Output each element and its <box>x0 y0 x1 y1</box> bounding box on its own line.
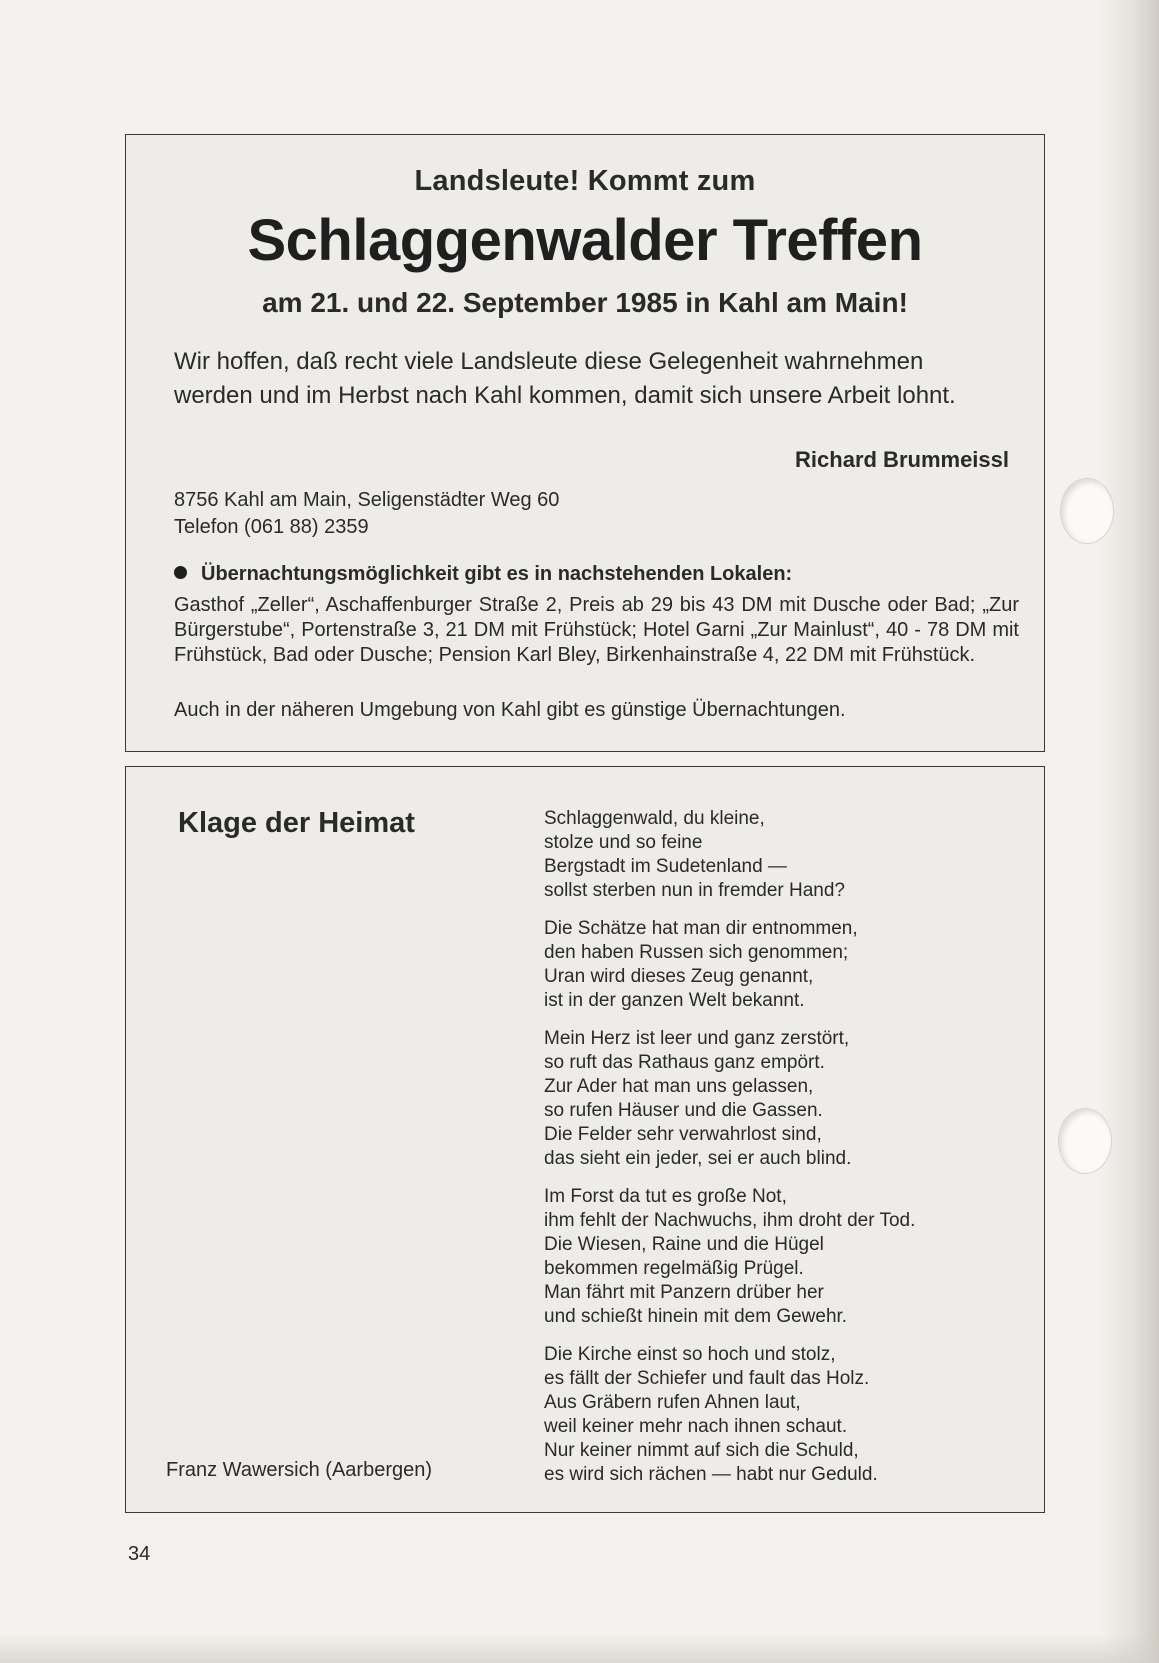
lodging-heading-text: Übernachtungsmöglichkeit gibt es in nachstehenden Lokalen: <box>201 563 793 585</box>
poem-stanza <box>544 807 1014 903</box>
poem-line: Mein Herz ist leer und ganz zerstört, <box>544 1028 850 1049</box>
poem-line: Die Schätze hat man dir entnommen, <box>544 918 858 939</box>
poem-line: Zur Ader hat man uns gelassen, <box>544 1076 814 1097</box>
poem-stanza <box>544 1027 1014 1171</box>
poem-title: Klage der Heimat <box>178 807 415 839</box>
poem-line: bekommen regelmäßig Prügel. <box>544 1258 804 1279</box>
address-block <box>174 487 559 541</box>
poem-line: Aus Gräbern rufen Ahnen laut, <box>544 1392 801 1413</box>
page-shadow <box>0 1633 1159 1663</box>
announcement-box <box>125 134 1045 752</box>
bullet-icon <box>174 566 187 579</box>
poem-line: sollst sterben nun in fremder Hand? <box>544 880 845 901</box>
poem-stanza <box>544 917 1014 1013</box>
poem-line: Nur keiner nimmt auf sich die Schuld, <box>544 1440 859 1461</box>
poem-line: es wird sich rächen — habt nur Geduld. <box>544 1464 878 1485</box>
poem-line: ihm fehlt der Nachwuchs, ihm droht der Tod. <box>544 1210 916 1231</box>
poem-line: Im Forst da tut es große Not, <box>544 1186 787 1207</box>
poem-line: den haben Russen sich genommen; <box>544 942 849 963</box>
poem-line: Die Felder sehr verwahrlost sind, <box>544 1124 822 1145</box>
poem-line: Die Wiesen, Raine und die Hügel <box>544 1234 824 1255</box>
poem-line: das sieht ein jeder, sei er auch blind. <box>544 1148 852 1169</box>
lodging-paragraph: Gasthof „Zeller“, Aschaffenburger Straße 2, Preis ab 29 bis 43 DM mit Dusche oder Bad; „Zur Bürgerstube“, Portenstraße 3, 21 DM mit Frühstück; Hotel Garni „Zur Mainlust“, 40 - 78 DM mit Frühstück, Bad oder Dusche; Pension Karl Bley, Birkenhainstraße 4, 22 DM mit Frühstück. <box>174 594 1019 666</box>
headline-line1: Landsleute! Kommt zum <box>414 165 756 197</box>
poem-line: Man fährt mit Panzern drüber her <box>544 1282 824 1303</box>
poem-body <box>544 807 1014 1501</box>
page-edge <box>1099 0 1159 1663</box>
poem-line: so rufen Häuser und die Gassen. <box>544 1100 823 1121</box>
signature: Richard Brummeissl <box>795 447 1009 472</box>
poem-line: ist in der ganzen Welt bekannt. <box>544 990 805 1011</box>
lodging-heading <box>174 563 792 586</box>
poem-line: Schlaggenwald, du kleine, <box>544 808 765 829</box>
lodging-note: Auch in der näheren Umgebung von Kahl gibt es günstige Übernachtungen. <box>174 699 846 721</box>
poem-line: stolze und so feine <box>544 832 703 853</box>
poem-stanza <box>544 1185 1014 1329</box>
headline-line3: am 21. und 22. September 1985 in Kahl am Main! <box>262 287 908 318</box>
punch-hole-top <box>1060 478 1114 544</box>
poem-author: Franz Wawersich (Aarbergen) <box>166 1459 433 1481</box>
poem-box <box>125 766 1045 1513</box>
intro-paragraph: Wir hoffen, daß recht viele Landsleute diese Gelegenheit wahrnehmen werden und im Herbst nach Kahl kommen, damit sich unsere Arbeit lohnt. <box>174 348 956 409</box>
address-line: 8756 Kahl am Main, Seligenstädter Weg 60 <box>174 489 560 511</box>
poem-line: Die Kirche einst so hoch und stolz, <box>544 1344 836 1365</box>
headline-line2: Schlaggenwalder Treffen <box>247 208 923 273</box>
poem-line: Bergstadt im Sudetenland — <box>544 856 787 877</box>
phone-line: Telefon (061 88) 2359 <box>174 516 369 538</box>
page-number: 34 <box>128 1543 151 1565</box>
poem-line: es fällt der Schiefer und fault das Holz. <box>544 1368 870 1389</box>
poem-stanza <box>544 1343 1014 1487</box>
poem-line: weil keiner mehr nach ihnen schaut. <box>544 1416 848 1437</box>
punch-hole-bottom <box>1058 1108 1112 1174</box>
poem-line: und schießt hinein mit dem Gewehr. <box>544 1306 848 1327</box>
poem-line: Uran wird dieses Zeug genannt, <box>544 966 814 987</box>
poem-line: so ruft das Rathaus ganz empört. <box>544 1052 825 1073</box>
